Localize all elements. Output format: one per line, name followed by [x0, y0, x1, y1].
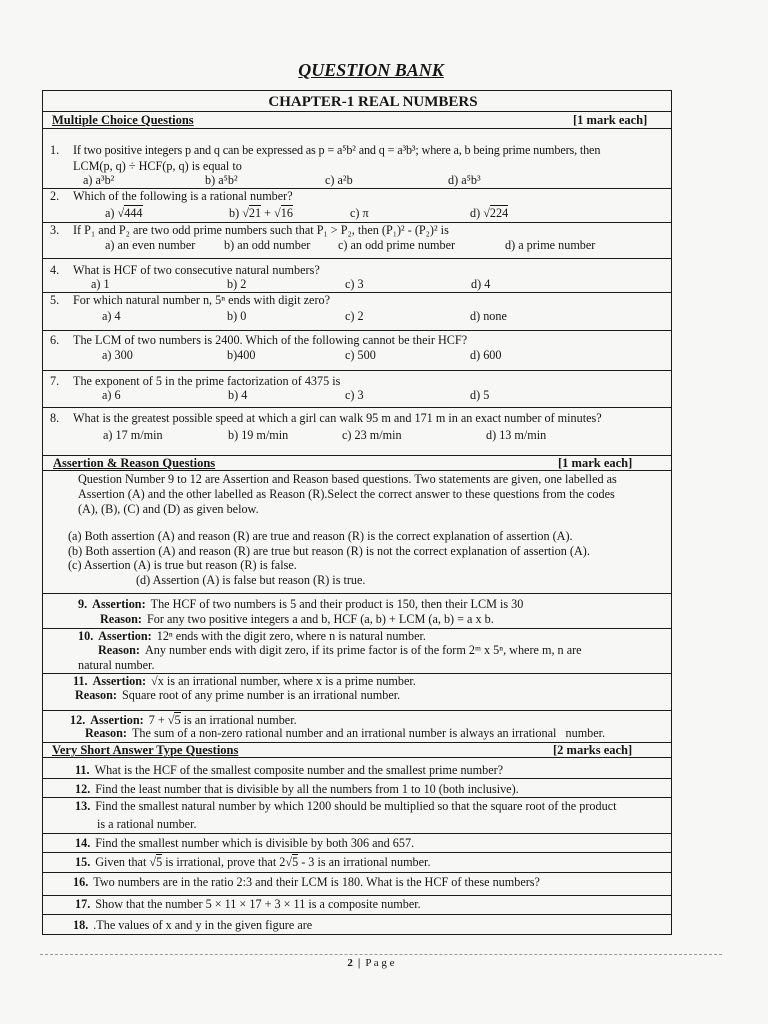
assertion-label: Assertion:: [92, 597, 146, 611]
row-divider: [42, 757, 672, 758]
question-number: 7.: [50, 374, 60, 388]
question-text: What is HCF of two consecutive natural numbers?: [73, 263, 320, 277]
row-divider: [42, 470, 672, 471]
vsa-question: [73, 875, 540, 889]
option-a: a) 300: [102, 348, 133, 362]
question-number: 14.: [75, 836, 91, 850]
option-b: b) 19 m/min: [228, 428, 289, 442]
option-b: b) 2: [227, 277, 247, 291]
reason-label: Reason:: [98, 643, 140, 657]
question-number: 9.: [78, 597, 88, 611]
question-number: 11.: [73, 674, 88, 688]
assertion-line: [78, 629, 426, 643]
footer-divider: [40, 954, 722, 955]
answer-code: (d) Assertion (A) is false but reason (R) is true.: [136, 573, 366, 587]
question-text: If two positive integers p and q can be expressed as p = a⁵b² and q = a³b³; where a, b being prime numbers, then: [73, 143, 601, 157]
footer-separator: |: [357, 957, 361, 969]
question-text: The LCM of two numbers is 2400. Which of the following cannot be their HCF?: [73, 333, 468, 347]
assertion-line: [73, 674, 416, 688]
question-number: 1.: [50, 143, 60, 157]
option-c: c) 500: [345, 348, 376, 362]
row-divider: [42, 914, 672, 915]
option-c: c) π: [350, 206, 369, 220]
reason-text: The sum of a non-zero rational number and an irrational number is always an irrational number.: [131, 726, 606, 740]
row-divider: [42, 111, 672, 112]
row-divider: [42, 895, 672, 896]
option-b: b)400: [227, 348, 256, 362]
reason-line: [100, 612, 494, 626]
vsa-heading: Very Short Answer Type Questions: [52, 743, 239, 757]
reason-label: Reason:: [100, 612, 142, 626]
reason-line: [75, 688, 400, 702]
question-number: 17.: [75, 897, 91, 911]
assertion-text: 7 + √5 is an irrational number.: [148, 713, 297, 727]
assertion-label: Assertion:: [90, 713, 144, 727]
row-divider: [42, 407, 672, 408]
reason-label: Reason:: [85, 726, 127, 740]
option-b: b) 0: [227, 309, 247, 323]
question-number: 16.: [73, 875, 89, 889]
assertion-line: [70, 713, 297, 727]
question-number: 11.: [75, 763, 90, 777]
option-a: a) 1: [91, 277, 110, 291]
question-number: 15.: [75, 855, 91, 869]
question-number: 10.: [78, 629, 94, 643]
row-divider: [42, 330, 672, 331]
question-text: .The values of x and y in the given figure are: [93, 918, 313, 932]
question-text: Two numbers are in the ratio 2:3 and their LCM is 180. What is the HCF of these numbers?: [93, 875, 540, 889]
question-text: Which of the following is a rational number?: [73, 189, 293, 203]
question-number: 12.: [75, 782, 91, 796]
option-a: a) an even number: [105, 238, 196, 252]
question-text: LCM(p, q) ÷ HCF(p, q) is equal to: [73, 159, 242, 173]
question-text: The exponent of 5 in the prime factorization of 4375 is: [73, 374, 341, 388]
reason-text: Square root of any prime number is an irrational number.: [121, 688, 401, 702]
row-divider: [42, 593, 672, 594]
assertion-label: Assertion:: [98, 629, 152, 643]
page-number: 2: [347, 957, 353, 969]
question-text: Find the least number that is divisible by all the numbers from 1 to 10 (both inclusive).: [95, 782, 519, 796]
option-a: a) 4: [102, 309, 121, 323]
page-footer: [0, 956, 742, 970]
mcq-heading: Multiple Choice Questions: [52, 113, 194, 127]
answer-code: (c) Assertion (A) is true but reason (R) is false.: [68, 558, 297, 572]
question-number: 8.: [50, 411, 60, 425]
option-d: d) 600: [470, 348, 502, 362]
assertion-reason-heading: Assertion & Reason Questions: [53, 456, 216, 470]
option-a: a) 17 m/min: [103, 428, 163, 442]
vsa-question: [75, 782, 519, 796]
option-b: b) 4: [228, 388, 248, 402]
assertion-text: 12ⁿ ends with the digit zero, where n is natural number.: [156, 629, 426, 643]
option-c: c) 23 m/min: [342, 428, 402, 442]
page-title: QUESTION BANK: [298, 60, 444, 80]
reason-text: For any two positive integers a and b, HCF (a, b) + LCM (a, b) = a x b.: [146, 612, 494, 626]
option-a: a) 6: [102, 388, 121, 402]
reason-text: Any number ends with digit zero, if its prime factor is of the form 2ᵐ x 5ⁿ, where m, n are: [144, 643, 582, 657]
option-c: c) 2: [345, 309, 364, 323]
option-c: c) an odd prime number: [338, 238, 456, 252]
row-divider: [42, 710, 672, 711]
option-c: c) a²b: [325, 173, 353, 187]
row-divider: [42, 258, 672, 259]
option-d: d) a prime number: [505, 238, 596, 252]
assertion-label: Assertion:: [92, 674, 147, 688]
option-d: d) a⁵b³: [448, 173, 481, 187]
vsa-question: [75, 855, 431, 869]
assertion-line: [78, 597, 523, 611]
vsa-marks: [2 marks each]: [553, 743, 633, 757]
question-text: Show that the number 5 × 11 × 17 + 3 × 11 is a composite number.: [95, 897, 421, 911]
option-b: b) √21 + √16: [229, 206, 293, 220]
option-d: d) 13 m/min: [486, 428, 547, 442]
row-divider: [42, 872, 672, 873]
option-a: a) √444: [105, 206, 143, 220]
option-c: c) 3: [345, 388, 364, 402]
reason-line: [98, 643, 582, 657]
row-divider: [42, 797, 672, 798]
instructions-text: Assertion (A) and the other labelled as Reason (R).Select the correct answer to these questions from the codes: [78, 487, 615, 501]
assertion-reason-marks: [1 mark each]: [558, 456, 633, 470]
page-label: P a g e: [365, 957, 395, 969]
instructions-text: Question Number 9 to 12 are Assertion and Reason based questions. Two statements are given, one labelled as: [78, 472, 617, 486]
question-text: For which natural number n, 5ⁿ ends with digit zero?: [73, 293, 331, 307]
option-d: d) √224: [470, 206, 509, 220]
row-divider: [42, 128, 672, 129]
row-divider: [42, 852, 672, 853]
question-number: 13.: [75, 799, 91, 813]
option-b: b) an odd number: [224, 238, 311, 252]
question-text: Given that √5 is irrational, prove that 2√5 - 3 is an irrational number.: [95, 855, 431, 869]
option-d: d) 4: [471, 277, 491, 291]
question-number: 4.: [50, 263, 60, 277]
instructions-text: (A), (B), (C) and (D) as given below.: [78, 502, 259, 516]
question-number: 12.: [70, 713, 86, 727]
question-number: 5.: [50, 293, 60, 307]
vsa-question: [75, 836, 414, 850]
option-d: d) 5: [470, 388, 490, 402]
assertion-text: The HCF of two numbers is 5 and their product is 150, then their LCM is 30: [150, 597, 524, 611]
answer-code: (b) Both assertion (A) and reason (R) are true but reason (R) is not the correct explanation of assertion (A).: [68, 544, 590, 558]
vsa-question: [75, 799, 617, 813]
question-text: is a rational number.: [97, 817, 197, 831]
reason-text: natural number.: [78, 658, 155, 672]
question-text: Find the smallest natural number by which 1200 should be multiplied so that the square root of the product: [95, 799, 617, 813]
assertion-text: √x is an irrational number, where x is a prime number.: [151, 674, 416, 688]
question-number: 6.: [50, 333, 60, 347]
option-a: a) a³b²: [83, 173, 115, 187]
row-divider: [42, 370, 672, 371]
row-divider: [42, 833, 672, 834]
question-text: Find the smallest number which is divisible by both 306 and 657.: [95, 836, 415, 850]
reason-label: Reason:: [75, 688, 117, 702]
question-text: What is the greatest possible speed at which a girl can walk 95 m and 171 m in an exact number of minutes?: [73, 411, 602, 425]
question-number: 18.: [73, 918, 89, 932]
vsa-question: [75, 763, 503, 777]
row-divider: [42, 778, 672, 779]
question-number: 2.: [50, 189, 60, 203]
vsa-question: [73, 918, 312, 932]
option-b: b) a⁵b²: [205, 173, 238, 187]
option-d: d) none: [470, 309, 507, 323]
option-c: c) 3: [345, 277, 364, 291]
chapter-title: CHAPTER-1 REAL NUMBERS: [268, 94, 478, 110]
question-text: What is the HCF of the smallest composite number and the smallest prime number?: [94, 763, 504, 777]
reason-line: [85, 726, 605, 740]
mcq-marks: [1 mark each]: [573, 113, 648, 127]
question-number: 3.: [50, 223, 60, 237]
vsa-question: [75, 897, 421, 911]
question-text: If P₁ and P₂ are two odd prime numbers such that P₁ > P₂, then (P₁)² - (P₂)² is: [73, 223, 449, 237]
answer-code: (a) Both assertion (A) and reason (R) are true and reason (R) is the correct explanation of assertion (A).: [68, 529, 573, 543]
